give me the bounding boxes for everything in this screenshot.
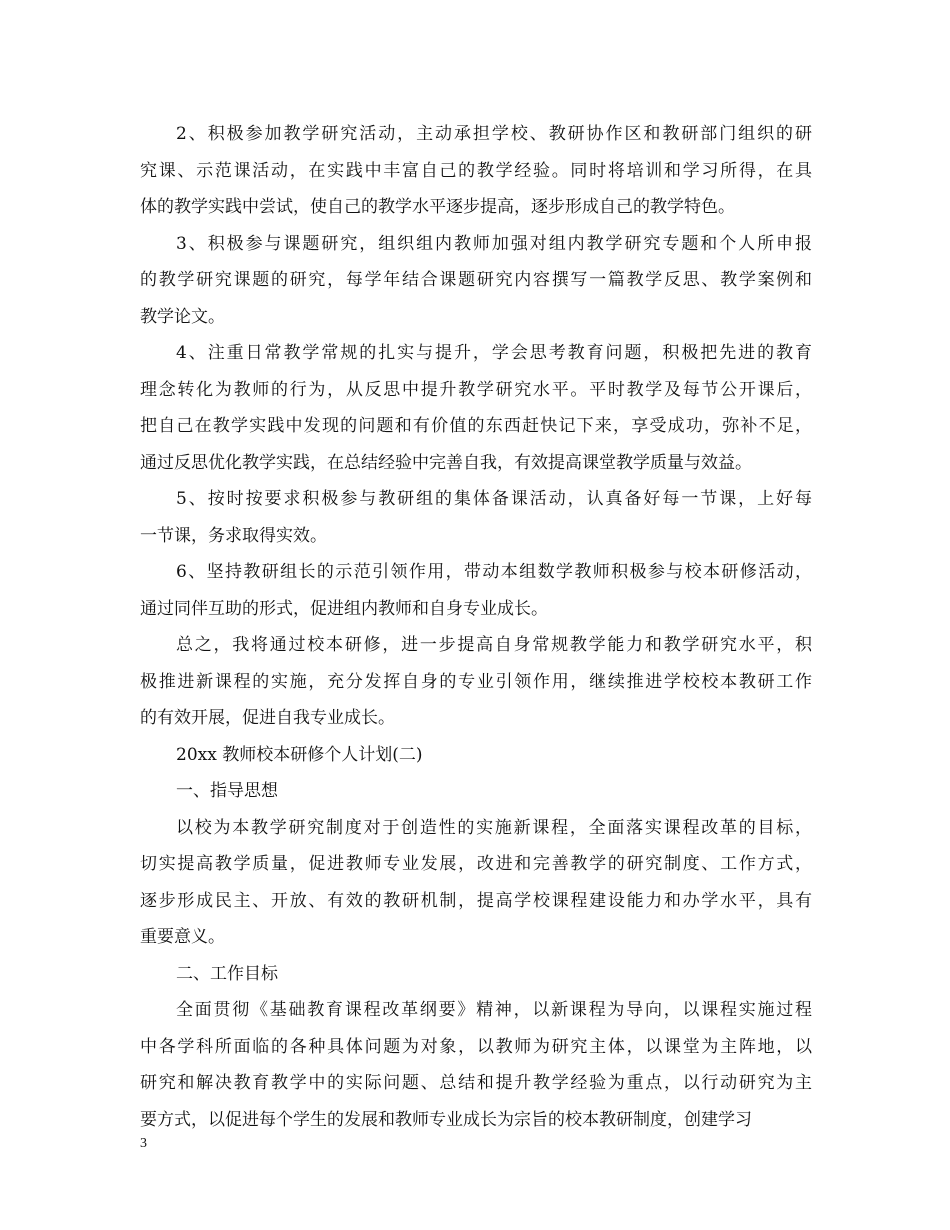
text-line: 把自己在教学实践中发现的问题和有价值的东西赶快记下来，享受成功，弥补不足，: [140, 416, 812, 436]
paragraph: [140, 810, 812, 956]
text-line: 通过同伴互助的形式，促进组内教师和自身专业成长。: [140, 598, 548, 619]
text-line: 要方式，以促进每个学生的发展和教师专业成长为宗旨的校本教研制度，创建学习: [140, 1109, 752, 1130]
paragraph: [140, 956, 812, 993]
paragraph: [140, 335, 812, 481]
text-line: 总之，我将通过校本研修，进一步提高自身常规教学能力和教学研究水平，积: [176, 635, 812, 655]
page-number: 3: [140, 1136, 147, 1151]
text-line: 全面贯彻《基础教育课程改革纲要》精神，以新课程为导向，以课程实施过程: [176, 1000, 812, 1020]
text-line: 中各学科所面临的各种具体问题为对象，以教师为研究主体，以课堂为主阵地，以: [140, 1036, 812, 1057]
text-line: 研究和解决教育教学中的实际问题、总结和提升教学经验为重点，以行动研究为主: [140, 1073, 812, 1093]
text-line: 2、积极参加教学研究活动，主动承担学校、教研协作区和教研部门组织的研: [176, 124, 812, 144]
text-line: 切实提高教学质量，促进教师专业发展，改进和完善教学的研究制度、工作方式，: [140, 854, 812, 874]
text-line: 逐步形成民主、开放、有效的教研机制，提高学校课程建设能力和办学水平，具有: [140, 890, 812, 911]
text-line: 的教学研究课题的研究，每学年结合课题研究内容撰写一篇教学反思、教学案例和: [140, 270, 812, 290]
text-line: 究课、示范课活动，在实践中丰富自己的教学经验。同时将培训和学习所得，在具: [140, 160, 812, 181]
paragraph: [140, 992, 812, 1138]
text-line: 6、坚持教研组长的示范引领作用，带动本组数学教师积极参与校本研修活动，: [176, 562, 812, 582]
text-line: 20xx 教师校本研修个人计划(二): [176, 744, 423, 765]
paragraph: [140, 773, 812, 810]
paragraph: [140, 554, 812, 627]
text-line: 以校为本教学研究制度对于创造性的实施新课程，全面落实课程改革的目标，: [176, 817, 812, 838]
text-line: 二、工作目标: [176, 963, 278, 984]
text-line: 3、积极参与课题研究，组织组内教师加强对组内教学研究专题和个人所申报: [176, 233, 812, 254]
paragraph: [140, 116, 812, 226]
text-line: 的有效开展，促进自我专业成长。: [140, 708, 395, 728]
paragraph: [140, 627, 812, 737]
text-line: 极推进新课程的实施，充分发挥自身的专业引领作用，继续推进学校校本教研工作: [140, 671, 812, 692]
text-line: 教学论文。: [140, 306, 225, 327]
text-line: 通过反思优化教学实践，在总结经验中完善自我，有效提高课堂教学质量与效益。: [140, 452, 752, 473]
text-line: 一、指导思想: [176, 781, 278, 801]
document-body: [140, 116, 812, 1138]
text-line: 一节课，务求取得实效。: [140, 525, 327, 546]
text-line: 理念转化为教师的行为，从反思中提升教学研究水平。平时教学及每节公开课后，: [140, 379, 812, 400]
paragraph: [140, 226, 812, 336]
text-line: 4、注重日常教学常规的扎实与提升，学会思考教育问题，积极把先进的教育: [176, 343, 812, 363]
paragraph: [140, 481, 812, 554]
text-line: 5、按时按要求积极参与教研组的集体备课活动，认真备好每一节课，上好每: [176, 489, 812, 509]
text-line: 重要意义。: [140, 927, 225, 947]
paragraph: [140, 737, 812, 774]
text-line: 体的教学实践中尝试，使自己的教学水平逐步提高，逐步形成自己的教学特色。: [140, 197, 735, 217]
